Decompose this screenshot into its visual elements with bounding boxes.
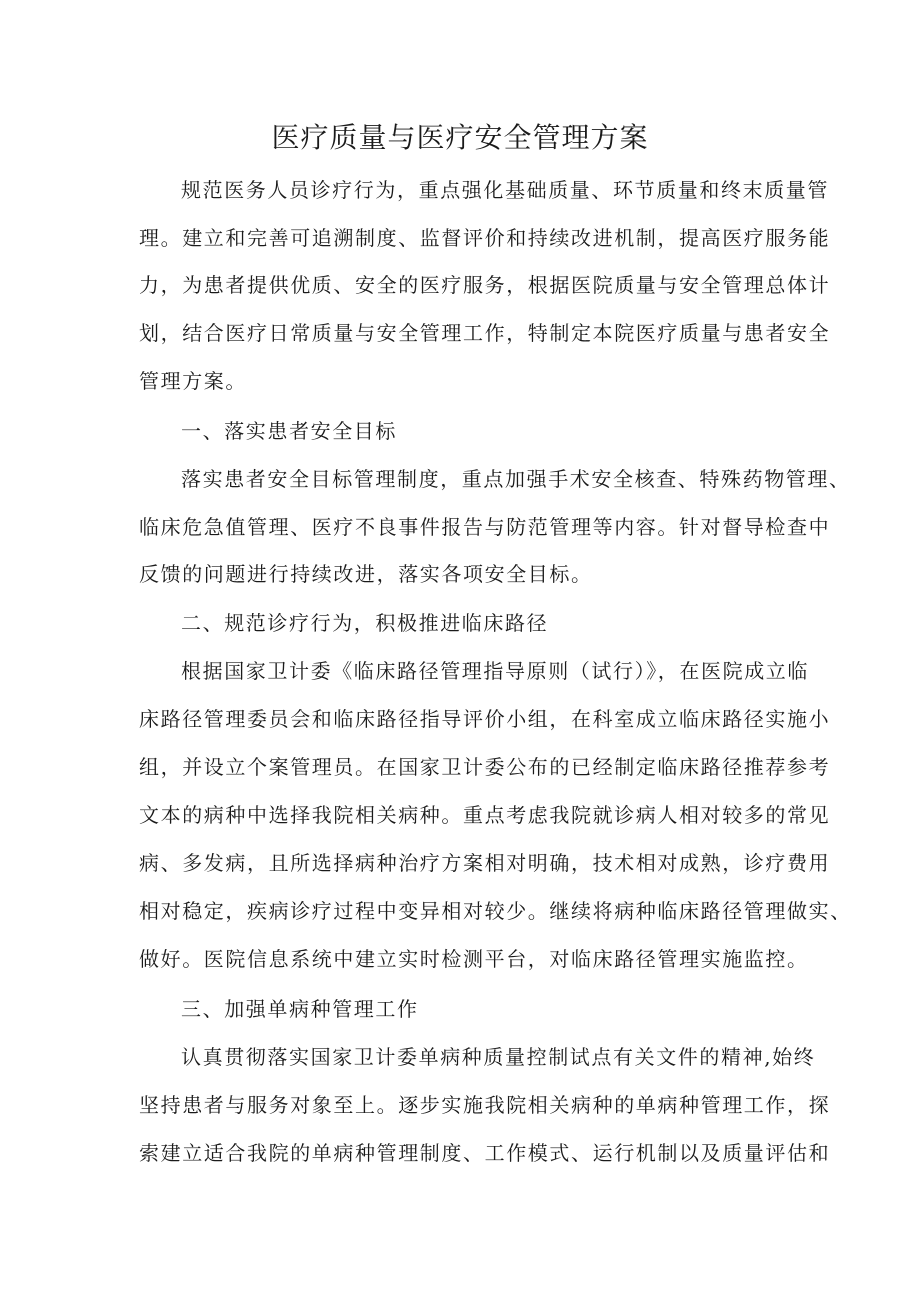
paragraph-line: 文本的病种中选择我院相关病种。重点考虑我院就诊病人相对较多的常见	[139, 803, 831, 827]
paragraph-line: 相对稳定，疾病诊疗过程中变异相对较少。继续将病种临床路径管理做实、	[139, 899, 852, 923]
paragraph-line: 认真贯彻落实国家卫计委单病种质量控制试点有关文件的精神,始终	[181, 1045, 816, 1069]
section-heading-2: 二、规范诊疗行为，积极推进临床路径	[181, 611, 549, 635]
paragraph-line: 管理方案。	[139, 369, 247, 393]
section-heading-3: 三、加强单病种管理工作	[181, 997, 419, 1021]
document-title: 医疗质量与医疗安全管理方案	[271, 121, 649, 154]
paragraph-line: 划，结合医疗日常质量与安全管理工作，特制定本院医疗质量与患者安全	[139, 321, 831, 345]
section-heading-1: 一、落实患者安全目标	[181, 419, 397, 443]
paragraph-line: 根据国家卫计委《临床路径管理指导原则（试行）》，在医院成立临	[181, 659, 809, 683]
paragraph-line: 力，为患者提供优质、安全的医疗服务，根据医院质量与安全管理总体计	[139, 273, 831, 297]
paragraph-line: 反馈的问题进行持续改进，落实各项安全目标。	[139, 562, 593, 586]
paragraph-line: 落实患者安全目标管理制度，重点加强手术安全核查、特殊药物管理、	[181, 467, 851, 491]
paragraph-line: 坚持患者与服务对象至上。逐步实施我院相关病种的单病种管理工作，探	[139, 1093, 831, 1117]
paragraph-line: 索建立适合我院的单病种管理制度、工作模式、运行机制以及质量评估和	[139, 1141, 831, 1165]
paragraph-line: 组，并设立个案管理员。在国家卫计委公布的已经制定临床路径推荐参考	[139, 755, 831, 779]
paragraph-line: 规范医务人员诊疗行为，重点强化基础质量、环节质量和终末质量管	[181, 178, 829, 202]
paragraph-line: 病、多发病，且所选择病种治疗方案相对明确，技术相对成熟，诊疗费用	[139, 851, 831, 875]
paragraph-line: 理。建立和完善可追溯制度、监督评价和持续改进机制，提高医疗服务能	[139, 226, 831, 250]
paragraph-line: 做好。医院信息系统中建立实时检测平台，对临床路径管理实施监控。	[139, 947, 809, 971]
paragraph-line: 床路径管理委员会和临床路径指导评价小组，在科室成立临床路径实施小	[139, 707, 831, 731]
paragraph-line: 临床危急值管理、医疗不良事件报告与防范管理等内容。针对督导检查中	[139, 515, 831, 539]
